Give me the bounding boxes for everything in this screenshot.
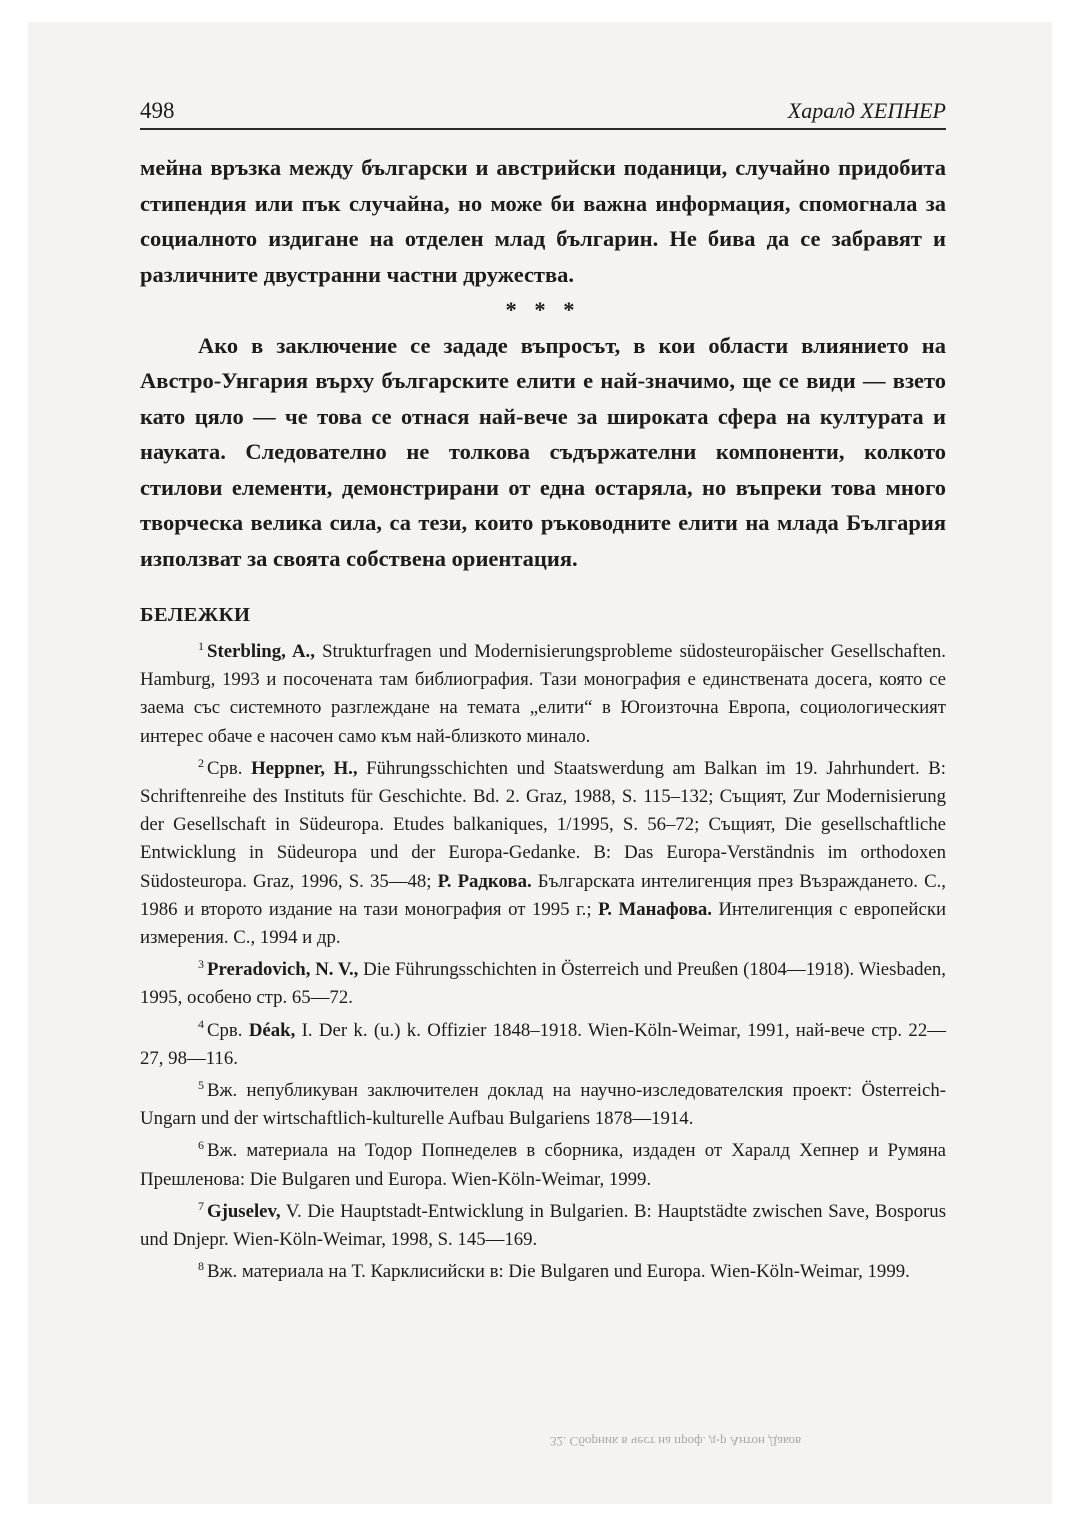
paragraph-2: Ако в заключение се зададе въпросът, в кои области влиянието на Австро-Унгария върху българските елити е най-значимо, ще се види — взето като цяло — че това се отнася най-вече за широката сфера на културата и науката. Следователно не толкова съдържателни компоненти, колкото стилови елементи, демонстрирани от една остаряла, но въпреки това много творческа велика сила, са тези, които ръководните елити на млада България използват за своята собствена ориентация. (140, 332, 946, 571)
note-number: 3 (198, 956, 204, 971)
note-number: 4 (198, 1017, 204, 1032)
running-head: Харалд ХЕПНЕР (787, 98, 946, 123)
note-number: 1 (198, 638, 204, 653)
body-text (140, 150, 946, 576)
bleed-through-footer: 32. Сборник в чест на проф. д-р Антон Даков (550, 1434, 802, 1449)
note-author: Р. Радкова. (437, 870, 532, 892)
note-2: $^2$ Срв. Heppner, H., Führungsschichten und Staatswerdung am Balkan im 19. Jahrhundert. B: Schriftenreihe des Instituts für Geschichte. Bd. 2. Graz, 1988, S. 115–132; Същият, Zur Modernisierung der Gesellschaft in Südeuropa. Etudes balkaniques, 1/1995, S. 56–72; Същият, Die gesellschaftliche Entwicklung in Südeuropa und der Europa-Gedanke. B: Das Europa-Verständnis im orthodoxen Südosteuropa. Graz, 1996, S. 35—48; Р. Радкова. Българската интелигенция през Възраждането. С., 1986 и второто издание на тази монография от 1995 г.; Р. Манафова. Интелигенция с европейски измерения. С., 1994 и др. (140, 755, 946, 949)
note-author: Heppner, H., (251, 757, 358, 779)
note-3: $^3$ Preradovich, N. V., Die Führungsschichten in Österreich und Preußen (1804—1918). Wiesbaden, 1995, особено стр. 65—72. (140, 956, 946, 1009)
note-author: Déak, (248, 1019, 296, 1041)
note-number: 7 (198, 1198, 204, 1213)
note-number: 6 (198, 1138, 204, 1153)
note-author: Preradovich, N. V., (207, 959, 359, 981)
note-5: $^5$ Вж. непубликуван заключителен доклад на научно-изследователския проект: Österreich-Ungarn und der wirtschaftlich-kulturelle Aufbau Bulgariens 1878—1914. (140, 1077, 946, 1130)
note-6: $^6$ Вж. материала на Тодор Попнеделев в сборника, издаден от Харалд Хепнер и Румяна Прешленова: Die Bulgaren und Europa. Wien-Köln-Weimar, 1999. (140, 1138, 946, 1190)
section-separator: * * * (505, 297, 581, 322)
note-number: 5 (198, 1077, 204, 1092)
paragraph-1: мейна връзка между български и австрийски поданици, случайно придобита стипендия или пък случайна, но може би важна информация, спомогнала за социалното издигане на отделен млад българин. Не бива да се забравят и различните двустранни частни дружества. (140, 155, 946, 287)
notes-title: БЕЛЕЖКИ (140, 604, 251, 626)
note-7: $^7$ Gjuselev, V. Die Hauptstadt-Entwicklung in Bulgarien. B: Hauptstädte zwischen Save, Bosporus und Dnjepr. Wien-Köln-Weimar, 1998, S. 145—169. (140, 1198, 946, 1251)
note-4: $^4$ Срв. Déak, I. Der k. (u.) k. Offizier 1848–1918. Wien-Köln-Weimar, 1991, най-вече стр. 22—27, 98—116. (140, 1017, 946, 1069)
note-1: $^1$ Sterbling, A., Strukturfragen und Modernisierungsprobleme südosteuropäischer Gesellschaften. Hamburg, 1993 и посочената там библиография. Тази монография е единствената досега, която се заема със системното разглеждане на темата „елити“ в Югоизточна Европа, социологическият интерес обаче е насочен само към най-близкото минало. (140, 638, 946, 747)
page-header (140, 98, 946, 130)
note-number: 2 (198, 755, 204, 770)
note-author: Р. Манафова. (598, 898, 712, 920)
note-number: 8 (198, 1259, 204, 1273)
notes-list (140, 638, 946, 1290)
page-number: 498 (140, 98, 175, 123)
note-author: Gjuselev, (207, 1200, 281, 1222)
note-author: Sterbling, A., (207, 641, 315, 662)
note-8: $^8$ Вж. материала на Т. Карклисийски в: Die Bulgaren und Europa. Wien-Köln-Weimar, 1999. (198, 1259, 910, 1283)
